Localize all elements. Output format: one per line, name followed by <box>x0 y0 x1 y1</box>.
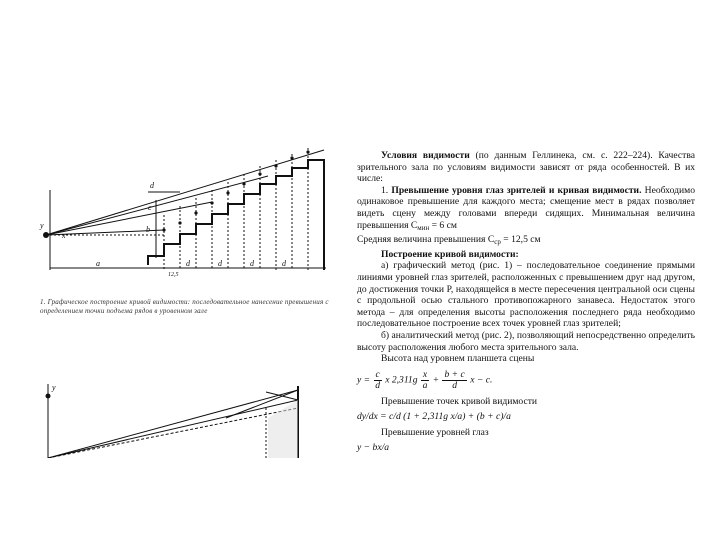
formula-slope: dy/dx = c/d (1 + 2,311g x/a) + (b + c)/a <box>357 411 511 423</box>
fig1-label-x: x <box>62 231 66 240</box>
fig1-label-d4: d <box>282 259 286 268</box>
paragraph-conditions <box>357 150 695 185</box>
fig1-label-a: a <box>96 259 100 268</box>
figure-1-seating-section <box>36 140 346 290</box>
frac-d: d <box>375 379 381 391</box>
frac-a: a <box>422 379 428 391</box>
subscript-min: мин <box>417 223 430 232</box>
fig1-label-y: y <box>40 221 44 230</box>
figure-2-analytic-diagram <box>36 378 346 458</box>
item-number: 1. <box>381 184 392 196</box>
fig1-label-d2: d <box>218 259 222 268</box>
label-slope-formula: Превышение точек кривой видимости <box>381 395 538 407</box>
formula-eye: y − bx/a <box>357 442 390 454</box>
frac-d2: d <box>452 379 458 391</box>
label-height-formula: Высота над уровнем планшета сцены <box>381 353 535 365</box>
formula-y: y = <box>357 374 373 386</box>
fig1-label-d3: d <box>250 259 254 268</box>
fig1-label-step: 12,5 <box>168 272 179 278</box>
paragraph-eye-level <box>357 185 695 234</box>
formula-end: x − c. <box>467 374 493 386</box>
paragraph-average <box>357 234 695 249</box>
label-eye-formula: Превышение уровней глаз <box>381 426 489 438</box>
formula-log: x 2,311g <box>382 374 420 386</box>
formula-height <box>357 370 695 391</box>
average-value: = 12,5 см <box>500 234 541 246</box>
paragraph-conditions-text: (по данным Геллинека, см. с. 222–224). Качества зрительного зала по условиям видимости зависят от ряда особенностей. В их числе: <box>357 150 695 185</box>
heading-eye-level: Превышение уровня глаз зрителей и кривая видимости. <box>391 184 642 196</box>
fig2-label-y: y <box>52 383 56 392</box>
subscript-avg: ср <box>494 238 501 247</box>
frac-c: c <box>375 368 380 380</box>
frac-x: x <box>422 368 428 380</box>
paragraph-analytic-method: б) аналитический метод (рис. 2), позволяющий непосредственно определить высоту расположения любого места зрительного зала. <box>357 329 695 353</box>
heading-visibility-conditions: Условия видимости <box>381 150 470 161</box>
text-column <box>357 150 695 458</box>
fig1-label-c: c <box>148 203 152 212</box>
paragraph-eye-level-text: Необходимо одинаковое превышение для каждого места; смещение мест в рядах позволяет видеть сцену между головами впереди сидящих. Минимальная величина превышения С <box>357 184 695 231</box>
frac-bc: b + c <box>444 368 465 380</box>
average-text: Средняя величина превышения С <box>357 234 495 246</box>
paragraph-graphic-method: а) графический метод (рис. 1) – последовательное соединение прямыми линиями уровней глаз зрителей, расположенных с превышением друг над другом, до достижения точки P, находящейся в месте пересечения центральной оси сцены с продольной осью стального противопожарного занавеса. Недостаток этого метода – для определения высоты расположения последнего ряда необходимо последовательное построение всех точек уровней глаз зрителей; <box>357 260 695 330</box>
heading-construction: Построение кривой видимости: <box>381 248 519 260</box>
figure-1-caption: 1. Графическое построение кривой видимости: последовательное нанесение превышения с определением точки подъема рядов в уровенном зале <box>40 298 329 315</box>
fig1-label-b: b <box>146 225 150 234</box>
formula-plus: + <box>430 374 442 386</box>
fig1-label-d1: d <box>186 259 190 268</box>
fig1-label-d-top: d <box>150 181 154 190</box>
paragraph-eye-level-end: = 6 см <box>429 219 457 231</box>
